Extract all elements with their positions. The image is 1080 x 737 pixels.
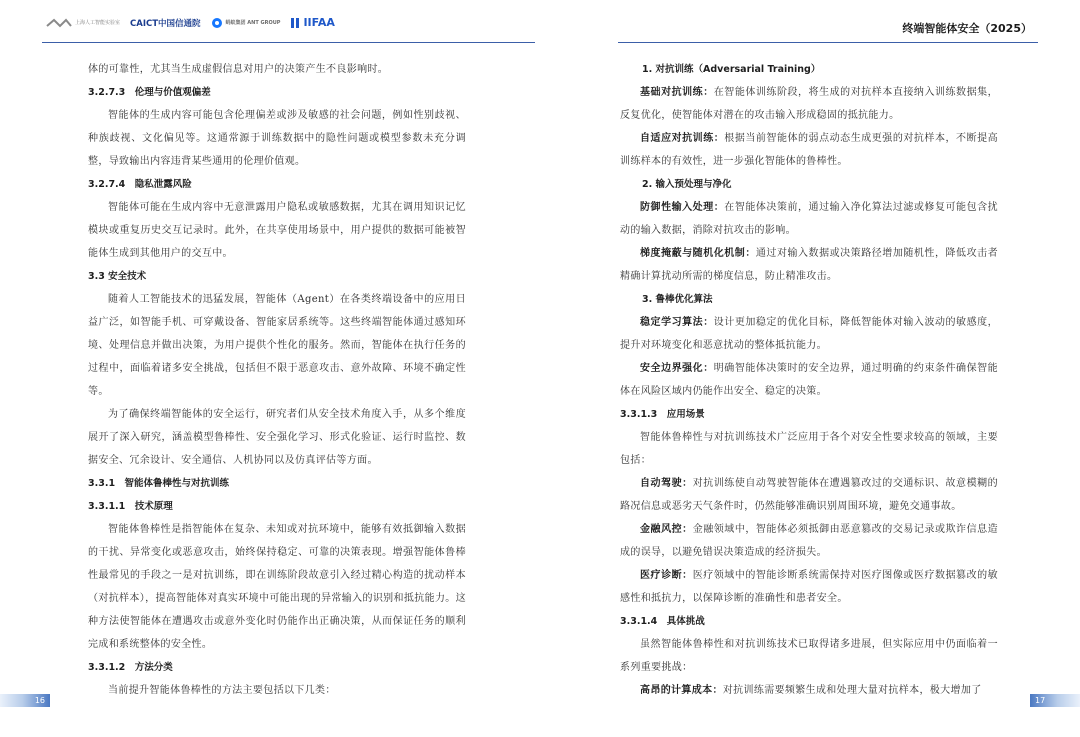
section-heading: 3.3.1.4 具体挑战 (620, 616, 705, 627)
term-paragraph (620, 679, 998, 702)
body-paragraph: 智能体鲁棒性是指智能体在复杂、未知或对抗环境中，能够有效抵御输入数据的干扰、异常变化或恶意攻击，始终保持稳定、可靠的决策表现。增强智能体鲁棒性最常见的手段之一是对抗训练，即在训练阶段故意引入经过精心构造的扰动样本（对抗样本），提高智能体对真实环境中可能出现的异常输入的识别和抵抗能力。这种方法使智能体在遭遇攻击或意外变化时仍能作出正确决策，从而保证任务的顺利完成和系统整体的安全性。 (88, 524, 466, 650)
section-heading: 3.3.1 智能体鲁棒性与对抗训练 (88, 478, 230, 489)
page-number-left: 16 (0, 694, 50, 707)
shanghai-ai-lab-logo: 上海人工智能实验室 (46, 18, 120, 28)
section-heading: 3.2.7.4 隐私泄露风险 (88, 179, 192, 190)
term-description: 对抗训练使自动驾驶智能体在遭遇篡改过的交通标识、故意模糊的路况信息或恶劣天气条件时，仍然能够准确识别周围环境，避免交通事故。 (620, 478, 999, 512)
section-heading: 3. 鲁棒优化算法 (642, 294, 713, 305)
term-paragraph (620, 357, 998, 403)
term-paragraph (620, 81, 998, 127)
term-label: 防御性输入处理： (640, 202, 725, 213)
term-paragraph (620, 518, 998, 564)
term-label: 梯度掩蔽与随机化机制： (640, 248, 756, 259)
term-paragraph (620, 196, 998, 242)
term-label: 自动驾驶： (640, 478, 693, 489)
term-description: 根据当前智能体的弱点动态生成更强的对抗样本，不断提高训练样本的有效性，进一步强化智能体的鲁棒性。 (620, 133, 998, 167)
report-title: 终端智能体安全（2025） (902, 22, 1032, 35)
page-number-right: 17 (1030, 694, 1080, 707)
caict-logo: CAICT中国信通院 (130, 18, 201, 29)
term-paragraph (620, 242, 998, 288)
term-label: 医疗诊断： (640, 570, 693, 581)
body-paragraph: 虽然智能体鲁棒性和对抗训练技术已取得诸多进展，但实际应用中仍面临着一系列重要挑战： (620, 639, 998, 673)
section-heading: 3.3 安全技术 (88, 271, 147, 282)
term-paragraph (620, 564, 998, 610)
left-page-body (88, 58, 466, 702)
body-paragraph: 当前提升智能体鲁棒性的方法主要包括以下几类： (108, 685, 336, 696)
ant-group-logo: 蚂蚁集团 ANT GROUP (211, 17, 281, 29)
term-description: 医疗领域中的智能诊断系统需保持对医疗图像或医疗数据篡改的敏感性和抵抗力，以保障诊断的准确性和患者安全。 (620, 570, 999, 604)
section-heading: 3.3.1.3 应用场景 (620, 409, 705, 420)
body-paragraph: 智能体的生成内容可能包含伦理偏差或涉及敏感的社会问题，例如性别歧视、种族歧视、文化偏见等。这通常源于训练数据中的隐性问题或模型参数未充分调整，导致输出内容违背某些通用的伦理价值观。 (88, 110, 466, 167)
section-heading: 3.2.7.3 伦理与价值观偏差 (88, 87, 211, 98)
body-paragraph: 智能体可能在生成内容中无意泄露用户隐私或敏感数据，尤其在调用知识记忆模块或重复历史交互记录时。此外，在共享使用场景中，用户提供的数据可能被智能体生成到其他用户的交互中。 (88, 202, 466, 259)
body-paragraph: 智能体鲁棒性与对抗训练技术广泛应用于各个对安全性要求较高的领域，主要包括： (620, 432, 998, 466)
ifaa-logo: IIFAA (290, 16, 334, 29)
body-paragraph: 体的可靠性，尤其当生成虚假信息对用户的决策产生不良影响时。 (88, 64, 389, 75)
right-page-body (620, 58, 998, 702)
term-label: 安全边界强化： (640, 363, 714, 374)
term-description: 设计更加稳定的优化目标，降低智能体对输入波动的敏感度，提升对环境变化和恶意扰动的整体抵抗能力。 (620, 317, 999, 351)
term-paragraph (620, 127, 998, 173)
body-paragraph: 随着人工智能技术的迅猛发展，智能体（Agent）在各类终端设备中的应用日益广泛，如智能手机、可穿戴设备、智能家居系统等。这些终端智能体通过感知环境、处理信息并做出决策，为用户提供个性化的服务。然而，智能体在执行任务的过程中，面临着诸多安全挑战，包括但不限于恶意攻击、意外故障、环境不确定性等。 (88, 294, 466, 397)
term-label: 自适应对抗训练： (640, 133, 725, 144)
term-description: 对抗训练需要频繁生成和处理大量对抗样本，极大增加了 (722, 685, 982, 696)
partner-logos (46, 16, 335, 29)
section-heading: 2. 输入预处理与净化 (642, 179, 732, 190)
section-heading: 1. 对抗训练（Adversarial Training） (642, 64, 821, 75)
term-description: 通过对输入数据或决策路径增加随机性，降低攻击者精确计算扰动所需的梯度信息，防止精准攻击。 (620, 248, 998, 282)
term-description: 在智能体决策前，通过输入净化算法过滤或修复可能包含扰动的输入数据，消除对抗攻击的影响。 (620, 202, 998, 236)
term-paragraph (620, 311, 998, 357)
body-paragraph: 为了确保终端智能体的安全运行，研究者们从安全技术角度入手，从多个维度展开了深入研究，涵盖模型鲁棒性、安全强化学习、形式化验证、运行时监控、数据安全、冗余设计、安全通信、人机协同以及仿真评估等方面。 (88, 409, 466, 466)
header-rule-left (42, 42, 535, 43)
term-paragraph (620, 472, 998, 518)
term-description: 明确智能体决策时的安全边界，通过明确的约束条件确保智能体在风险区域内仍能作出安全、稳定的决策。 (620, 363, 999, 397)
section-heading: 3.3.1.1 技术原理 (88, 501, 173, 512)
term-description: 金融领域中，智能体必须抵御由恶意篡改的交易记录或欺诈信息造成的误导，以避免错误决策造成的经济损失。 (620, 524, 999, 558)
term-description: 在智能体训练阶段，将生成的对抗样本直接纳入训练数据集，反复优化，使智能体对潜在的攻击输入形成稳固的抵抗能力。 (620, 87, 999, 121)
term-label: 高昂的计算成本： (640, 685, 723, 696)
term-label: 基础对抗训练： (640, 87, 714, 98)
term-label: 金融风控： (640, 524, 693, 535)
term-label: 稳定学习算法： (640, 317, 714, 328)
header-rule-right (618, 42, 1038, 43)
page-header (0, 0, 1080, 44)
section-heading: 3.3.1.2 方法分类 (88, 662, 173, 673)
